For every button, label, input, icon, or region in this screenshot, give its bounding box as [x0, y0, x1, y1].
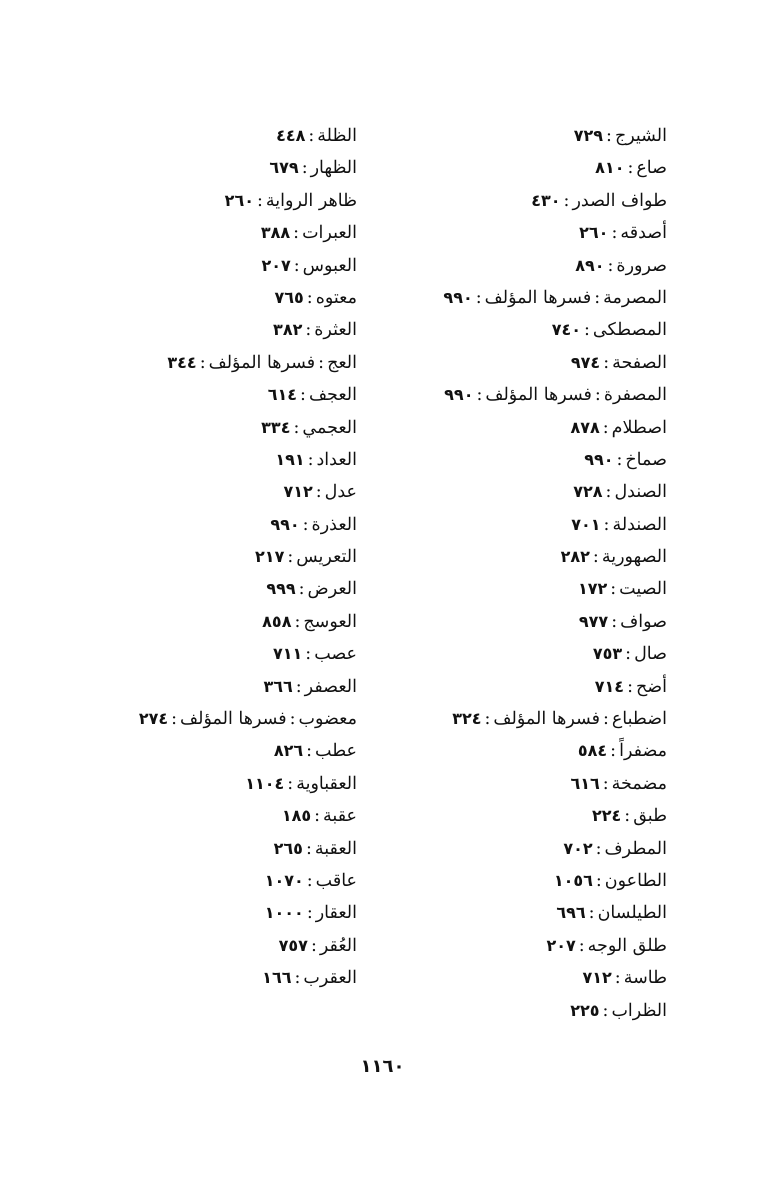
entry-term: المطرف	[604, 838, 667, 859]
index-entry	[337, 250, 667, 282]
entry-term: طاسة	[623, 968, 667, 989]
entry-separator: :	[606, 126, 612, 146]
entry-term: عاقب	[315, 870, 357, 891]
index-entry	[337, 833, 667, 865]
entry-separator: :	[602, 709, 609, 730]
entry-term: العذرة	[311, 514, 357, 535]
entry-term: عطب	[315, 741, 357, 762]
entry-page-number: ٩٧٤	[570, 352, 601, 372]
entry-separator: :	[595, 838, 602, 859]
entry-term: مضمخة	[611, 773, 667, 794]
index-entry	[27, 573, 357, 605]
entry-term: معضوب	[298, 709, 357, 730]
entry-separator: :	[603, 352, 610, 373]
entry-term: الظهار	[310, 158, 357, 179]
entry-page-number: ٦١٦	[570, 773, 600, 793]
entry-separator: :	[476, 385, 483, 406]
entry-term: اضطباع	[611, 709, 667, 730]
entry-page-number: ٧٥٣	[592, 644, 623, 664]
entry-term: مضفراً	[619, 741, 667, 762]
index-entry	[337, 930, 667, 962]
entry-separator: :	[308, 126, 315, 146]
entry-page-number: ٩٧٧	[578, 611, 609, 631]
index-entry	[27, 217, 357, 249]
entry-page-number: ٢٧٤	[138, 709, 169, 729]
entry-term: عصب	[314, 644, 357, 665]
entry-separator: :	[318, 352, 325, 373]
page-number: ١١٦٠	[360, 1056, 405, 1077]
entry-separator: :	[302, 514, 309, 535]
index-entry	[27, 509, 357, 541]
entry-term: صواف	[620, 611, 667, 632]
entry-separator: :	[610, 579, 617, 600]
index-entry	[27, 412, 357, 444]
entry-page-number: ٢٦٠	[224, 190, 254, 210]
entry-separator: :	[594, 385, 601, 406]
entry-page-number: ٧٦٥	[274, 287, 304, 307]
entry-page-number: ٣٨٨	[260, 223, 291, 243]
entry-term: العبوس	[302, 255, 357, 276]
entry-page-number: ٧٢٨	[573, 482, 603, 502]
index-entry	[27, 833, 357, 865]
entry-term: الصهورية	[601, 547, 667, 568]
index-entry	[337, 573, 667, 605]
entry-page-number: ٨٧٨	[570, 417, 600, 437]
entry-note: فسرها المؤلف	[208, 352, 316, 373]
entry-term: عدل	[324, 482, 357, 503]
entry-page-number: ٨٥٨	[262, 611, 292, 631]
entry-separator: :	[294, 611, 301, 632]
entry-separator: :	[610, 741, 617, 762]
index-entry	[27, 768, 357, 800]
entry-term: طلق الوجه	[587, 935, 667, 956]
index-entry	[337, 217, 667, 249]
entry-separator: :	[300, 385, 306, 406]
index-entry	[27, 930, 357, 962]
entry-page-number: ٢٦٥	[273, 838, 303, 858]
index-entry	[27, 865, 357, 897]
entry-separator: :	[306, 903, 313, 924]
entry-separator: :	[306, 287, 313, 308]
index-entry	[337, 897, 667, 929]
entry-page-number: ٧١١	[272, 644, 303, 664]
index-entry	[337, 768, 667, 800]
entry-page-number: ٧٢٩	[573, 126, 604, 145]
index-entry	[27, 185, 357, 217]
entry-separator: :	[298, 579, 305, 600]
index-entry	[27, 606, 357, 638]
entry-separator: :	[607, 255, 614, 276]
entry-term: العقرب	[303, 968, 357, 989]
entry-separator: :	[595, 870, 602, 891]
index-entry	[27, 962, 357, 994]
entry-separator: :	[611, 611, 618, 632]
index-entry	[337, 314, 667, 346]
entry-term: العداد	[316, 449, 357, 470]
entry-term: المصطكى	[592, 320, 667, 341]
entry-separator: :	[301, 158, 308, 179]
entry-page-number: ٤٤٨	[276, 126, 306, 145]
entry-separator: :	[614, 968, 621, 989]
entry-page-number: ٢٠٧	[546, 935, 576, 955]
entry-page-number: ٦١٤	[267, 385, 298, 405]
entry-term: صماخ	[625, 449, 667, 470]
entry-page-number: ١٩١	[275, 449, 305, 469]
entry-page-number: ٧٠٢	[563, 838, 593, 858]
entry-page-number: ٨٩٠	[575, 255, 605, 275]
index-entry	[27, 120, 357, 152]
entry-separator: :	[305, 838, 312, 859]
entry-separator: :	[563, 190, 570, 211]
entry-term: صرورة	[616, 255, 667, 276]
entry-separator: :	[293, 223, 300, 244]
entry-separator: :	[594, 287, 601, 308]
entry-term: الطيلسان	[597, 903, 667, 924]
index-entry	[27, 314, 357, 346]
entry-page-number: ٢٠٧	[261, 255, 291, 275]
entry-page-number: ٩٩٠	[443, 287, 473, 307]
index-entry	[337, 995, 667, 1027]
index-entry	[27, 444, 357, 476]
index-entry	[337, 865, 667, 897]
index-column-right	[337, 120, 667, 1027]
entry-term: العجمي	[302, 417, 357, 438]
index-entry	[27, 671, 357, 703]
entry-page-number: ٦٩٦	[556, 903, 586, 923]
entry-term: أصدقه	[620, 223, 667, 244]
index-entry	[27, 703, 357, 735]
entry-term: صال	[634, 644, 667, 665]
entry-page-number: ٤٣٠	[531, 190, 561, 210]
entry-separator: :	[578, 935, 585, 956]
entry-page-number: ٩٩٠	[270, 514, 300, 534]
index-entry	[337, 671, 667, 703]
index-entry	[337, 638, 667, 670]
entry-separator: :	[295, 676, 302, 697]
entry-separator: :	[310, 935, 317, 956]
entry-separator: :	[605, 482, 612, 503]
entry-term: أضح	[635, 676, 667, 697]
entry-note: فسرها المؤلف	[493, 709, 600, 730]
entry-separator: :	[306, 870, 313, 891]
entry-page-number: ٧١٤	[594, 676, 625, 696]
entry-separator: :	[307, 449, 314, 470]
index-entry	[337, 800, 667, 832]
entry-page-number: ٩٩٩	[266, 579, 296, 599]
entry-page-number: ١٠٥٦	[553, 870, 593, 890]
index-entry	[337, 444, 667, 476]
index-entry	[337, 735, 667, 767]
entry-page-number: ٣٣٤	[261, 417, 291, 437]
entry-term: العقبة	[314, 838, 357, 859]
entry-term: الصيت	[619, 579, 667, 600]
index-entry	[27, 735, 357, 767]
entry-separator: :	[627, 676, 633, 697]
entry-term: المصرمة	[603, 287, 667, 308]
entry-page-number: ٩٩٠	[444, 385, 474, 405]
entry-term: الطاعون	[604, 870, 667, 891]
entry-note: فسرها المؤلف	[180, 709, 287, 730]
entry-page-number: ٧٥٧	[278, 935, 308, 955]
entry-term: الشيرج	[614, 126, 667, 146]
entry-term: طواف الصدر	[572, 190, 667, 211]
entry-page-number: ٨١٠	[595, 158, 625, 178]
index-entry	[27, 541, 357, 573]
entry-page-number: ٦٧٩	[269, 158, 299, 178]
entry-separator: :	[588, 903, 595, 924]
entry-separator: :	[475, 287, 482, 308]
entry-page-number: ٢٢٤	[591, 806, 622, 826]
entry-term: التعريس	[296, 547, 357, 568]
entry-term: الصندلة	[612, 514, 667, 535]
entry-term: المصفرة	[603, 385, 667, 406]
entry-separator: :	[293, 417, 300, 438]
entry-separator: :	[305, 644, 312, 665]
entry-separator: :	[315, 482, 322, 503]
entry-term: عقبة	[323, 806, 357, 827]
entry-page-number: ٧٠١	[571, 514, 601, 534]
entry-term: العُقر	[319, 935, 357, 956]
entry-page-number: ١١٠٤	[245, 773, 285, 793]
entry-term: الصفحة	[612, 352, 667, 373]
entry-term: الظراب	[611, 1000, 667, 1021]
entry-term: صاع	[636, 158, 667, 179]
entry-separator: :	[592, 547, 599, 568]
index-entry	[337, 152, 667, 184]
index-entry	[27, 250, 357, 282]
entry-separator: :	[289, 709, 296, 730]
entry-term: العج	[327, 352, 357, 373]
entry-term: العثرة	[314, 320, 357, 341]
entry-page-number: ٥٨٤	[577, 741, 608, 761]
index-entry	[27, 152, 357, 184]
index-entry	[27, 282, 357, 314]
entry-page-number: ١٧٢	[577, 579, 608, 599]
entry-separator: :	[584, 320, 590, 341]
entry-page-number: ١٨٥	[281, 806, 312, 826]
index-entry	[27, 347, 357, 379]
index-entry	[337, 412, 667, 444]
entry-separator: :	[287, 547, 294, 568]
entry-page-number: ١٠٠٠	[264, 903, 304, 923]
entry-separator: :	[256, 190, 263, 211]
entry-term: طبق	[633, 806, 667, 827]
index-entry	[337, 606, 667, 638]
entry-separator: :	[625, 644, 632, 665]
entry-note: فسرها المؤلف	[484, 287, 592, 308]
entry-page-number: ١٦٦	[262, 968, 292, 988]
index-entry	[337, 962, 667, 994]
entry-page-number: ٧١٢	[283, 482, 313, 502]
index-entry	[337, 120, 667, 152]
entry-page-number: ٢٢٥	[570, 1000, 600, 1020]
entry-separator: :	[484, 709, 491, 730]
entry-separator: :	[627, 158, 634, 179]
entry-separator: :	[314, 806, 321, 827]
entry-separator: :	[616, 449, 623, 470]
index-entry	[27, 379, 357, 411]
entry-page-number: ٩٩٠	[584, 449, 614, 469]
entry-note: فسرها المؤلف	[485, 385, 592, 406]
entry-separator: :	[171, 709, 178, 730]
index-entry	[337, 379, 667, 411]
index-entry	[27, 638, 357, 670]
entry-page-number: ٣٨٢	[273, 320, 303, 340]
entry-separator: :	[624, 806, 631, 827]
entry-term: العقار	[315, 903, 357, 924]
index-entry	[337, 476, 667, 508]
entry-term: العبرات	[302, 223, 357, 244]
entry-page-number: ٣٢٤	[452, 709, 482, 729]
entry-term: العصفر	[304, 676, 357, 697]
entry-separator: :	[287, 773, 294, 794]
entry-separator: :	[602, 773, 609, 794]
index-entry	[337, 703, 667, 735]
entry-page-number: ٢٨٢	[560, 547, 590, 567]
entry-separator: :	[611, 223, 618, 244]
entry-page-number: ٢٦٠	[579, 223, 609, 243]
index-entry	[27, 897, 357, 929]
entry-page-number: ٣٦٦	[263, 676, 293, 696]
entry-term: الصندل	[614, 482, 667, 503]
entry-separator: :	[305, 320, 312, 341]
entry-separator: :	[602, 417, 609, 438]
entry-separator: :	[602, 1000, 609, 1021]
index-entry	[27, 800, 357, 832]
entry-separator: :	[306, 741, 313, 762]
index-entry	[27, 476, 357, 508]
entry-separator: :	[294, 968, 301, 989]
index-entry	[337, 185, 667, 217]
index-entry	[337, 282, 667, 314]
index-entry	[337, 347, 667, 379]
entry-term: العقباوية	[296, 773, 357, 794]
entry-page-number: ١٠٧٠	[264, 870, 304, 890]
entry-separator: :	[603, 514, 610, 535]
index-entry	[337, 509, 667, 541]
entry-separator: :	[199, 352, 206, 373]
index-column-left	[27, 120, 357, 995]
entry-page-number: ٣٤٤	[167, 352, 197, 372]
entry-separator: :	[293, 255, 300, 276]
entry-page-number: ٧٤٠	[551, 320, 581, 340]
entry-page-number: ٨٢٦	[273, 741, 304, 761]
entry-term: العوسج	[303, 611, 357, 632]
entry-term: العجف	[308, 385, 357, 406]
entry-term: الظلة	[317, 126, 357, 146]
entry-term: اصطلام	[611, 417, 667, 438]
entry-page-number: ٢١٧	[255, 547, 285, 567]
entry-term: ظاهر الرواية	[265, 190, 357, 211]
index-entry	[337, 541, 667, 573]
entry-term: العرض	[307, 579, 357, 600]
entry-term: معتوه	[315, 287, 357, 308]
entry-page-number: ٧١٢	[582, 968, 612, 988]
